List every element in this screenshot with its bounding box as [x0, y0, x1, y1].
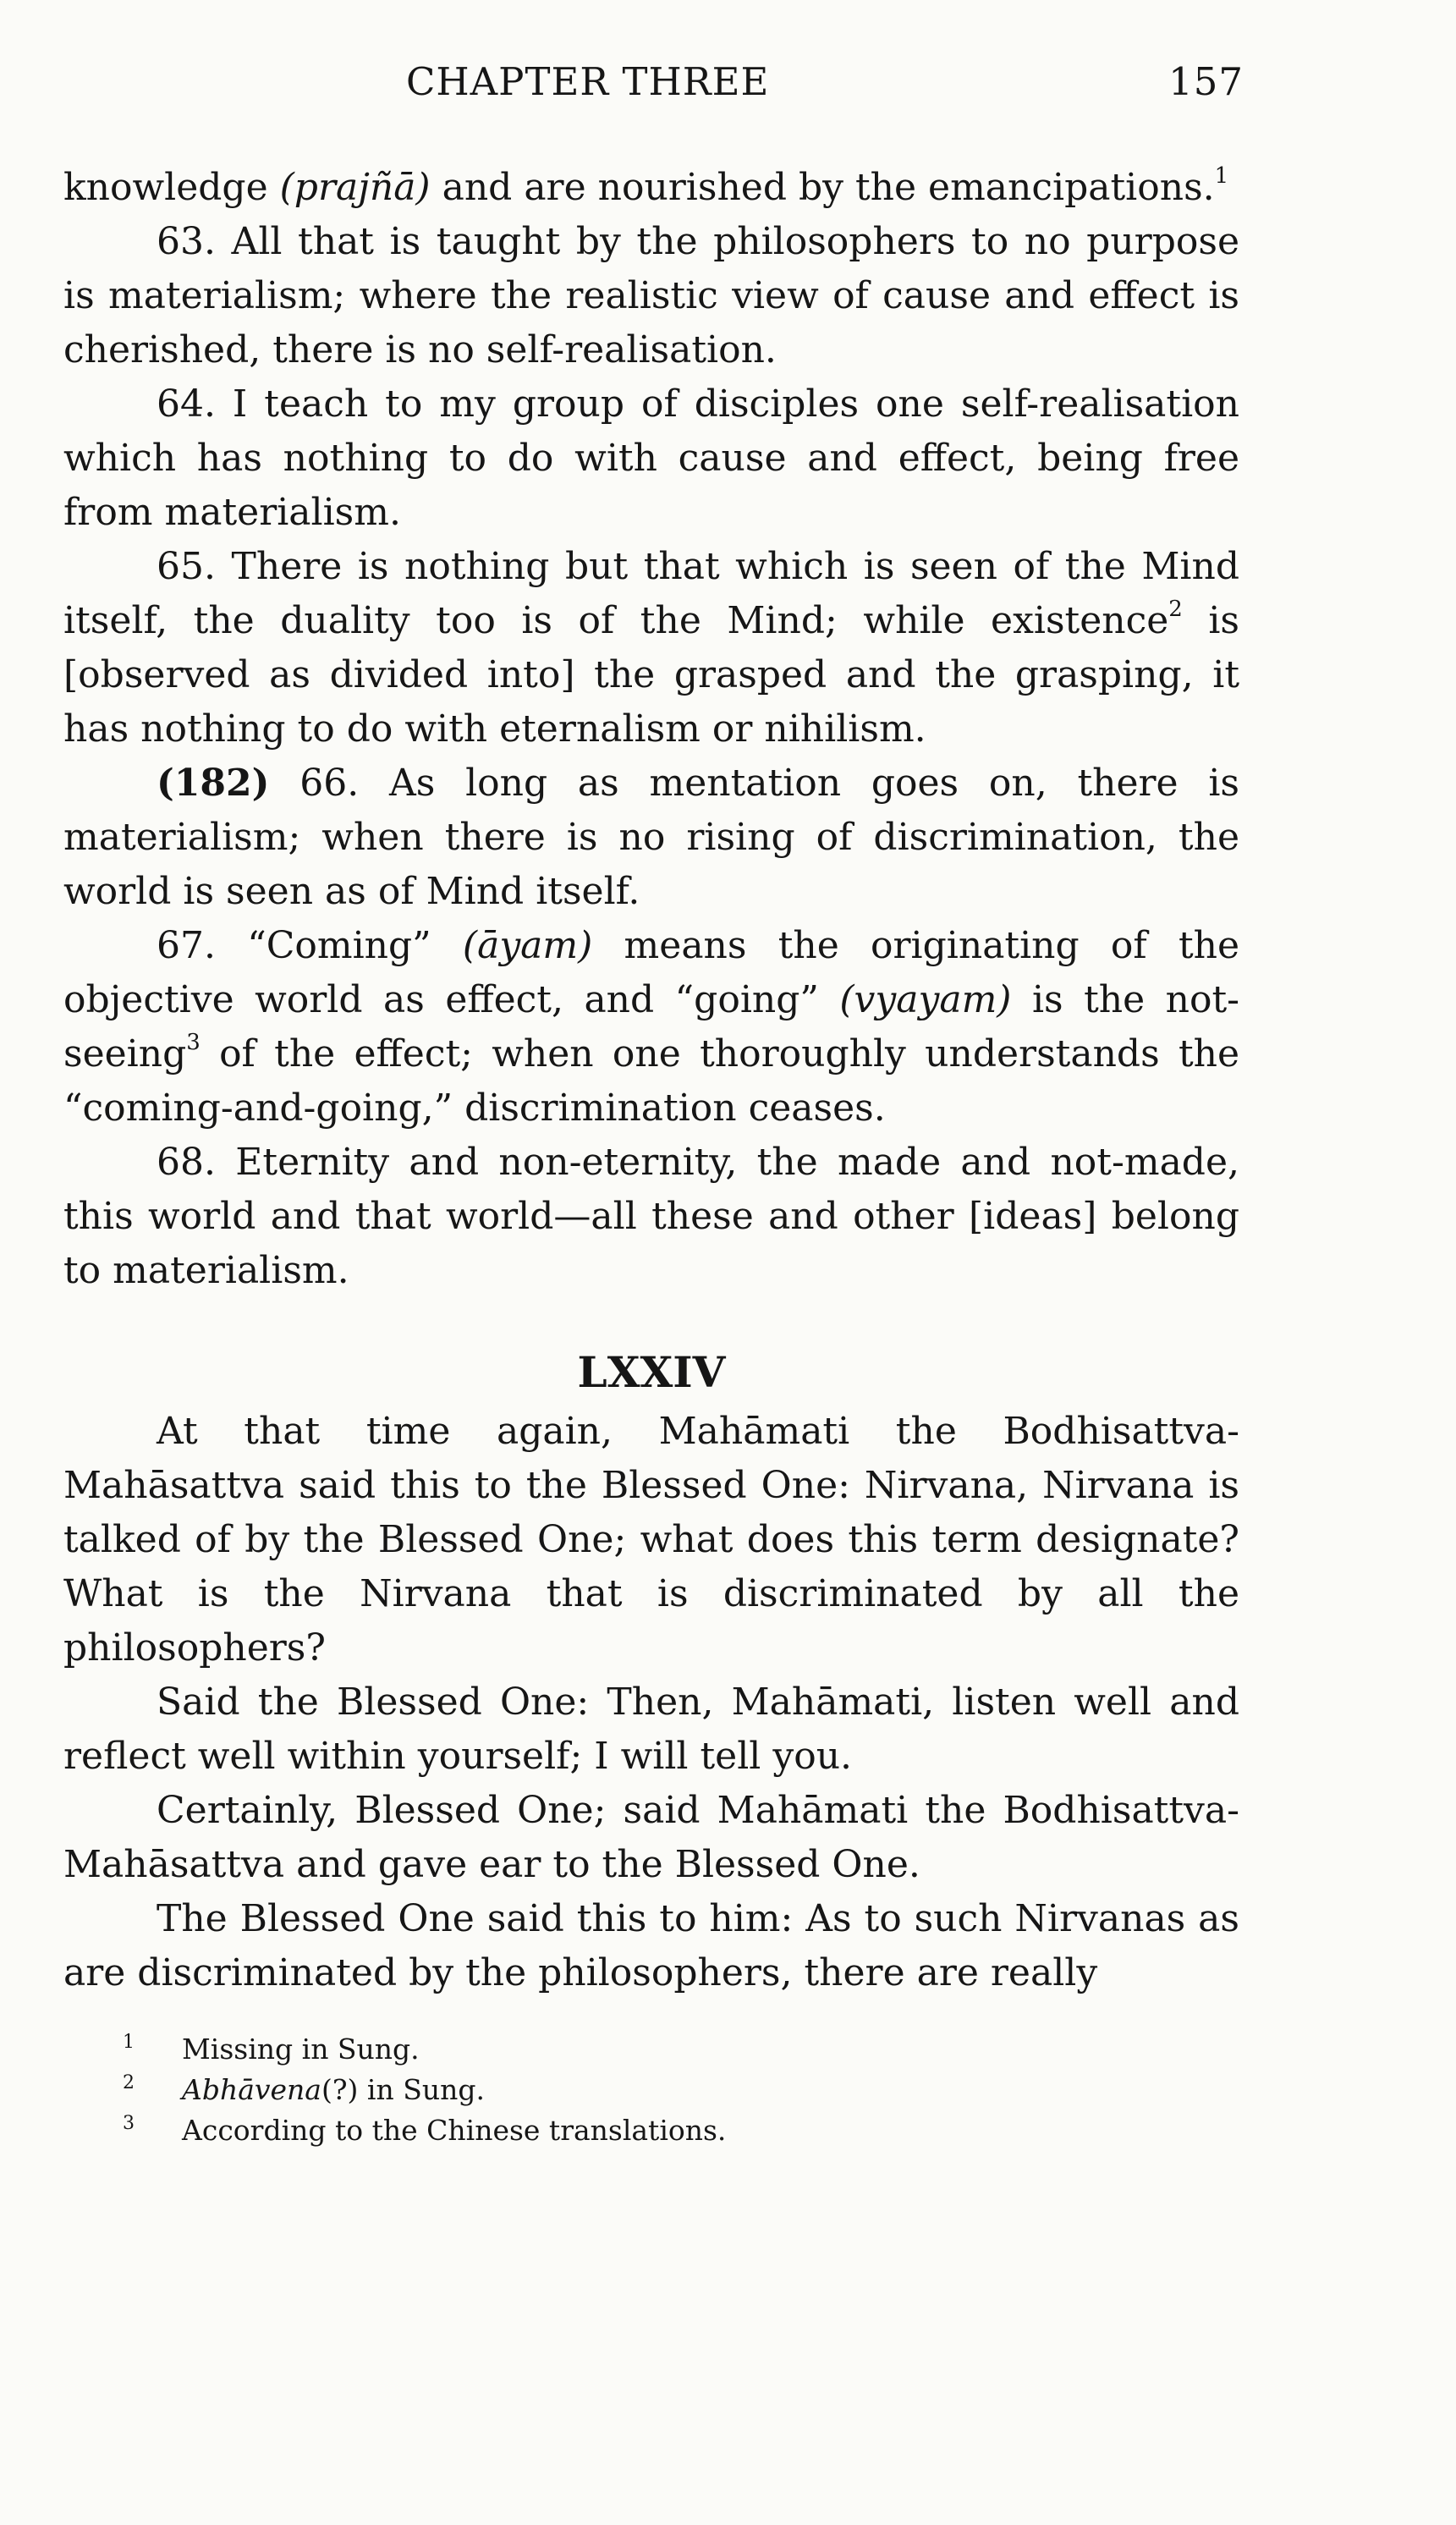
text-run: Said the Blessed One: Then, Mahāmati, listen well and reflect well within yourself; I will tell you. — [63, 1681, 1239, 1778]
paragraph — [63, 1136, 1239, 1298]
paragraph — [63, 1675, 1239, 1784]
text-run: 67. “Coming” — [157, 924, 463, 967]
footnote-marker: 3 — [123, 2113, 135, 2134]
text-run: The Blessed One said this to him: As to such Nirvanas as are discriminated by the philosophers, there are really — [63, 1897, 1239, 1994]
section-heading: LXXIV — [577, 1347, 726, 1397]
text-run: 64. I teach to my group of disciples one self-realisation which has nothing to do with cause and effect, being free from materialism. — [63, 382, 1239, 534]
italic-term: (āyam) — [462, 924, 593, 967]
paragraph — [63, 540, 1239, 756]
bold-marker: (182) — [157, 762, 270, 805]
text-run: (?) in Sung. — [321, 2073, 485, 2106]
prose-block — [63, 1405, 1239, 2000]
text-run: knowledge — [63, 166, 280, 209]
text-run: of the effect; when one thoroughly understands the “coming-and-going,” discrimination ceases. — [63, 1032, 1239, 1130]
paragraph — [63, 161, 1239, 215]
chapter-title: CHAPTER THREE — [406, 59, 770, 104]
paragraph — [63, 756, 1239, 919]
text-run: At that time again, Mahāmati the Bodhisattva-Mahāsattva said this to the Blessed One: Nirvana, Nirvana is talked of by the Blessed One; what does this term designate? What is the Nirvana that is discriminated by all the philosophers? — [63, 1410, 1239, 1670]
paragraph — [63, 1892, 1239, 2000]
footnote-marker: 2 — [123, 2072, 135, 2093]
italic-term: Abhāvena — [182, 2073, 321, 2106]
text-run: is the not-seeing — [63, 978, 1240, 1075]
verses-block — [63, 161, 1239, 1298]
footnote-ref: 1 — [1214, 163, 1229, 189]
italic-term: (vyayam) — [839, 978, 1012, 1021]
footnote-ref: 3 — [186, 1030, 201, 1055]
footnote-marker: 1 — [123, 2032, 135, 2053]
page-number: 157 — [1168, 59, 1244, 104]
footnote — [123, 2029, 1053, 2070]
text-run: is [observed as divided into] the grasped and the grasping, it has nothing to do with eternalism or nihilism. — [63, 599, 1239, 751]
paragraph — [63, 1405, 1239, 1675]
paragraph — [63, 1784, 1239, 1892]
text-run: Missing in Sung. — [182, 2033, 420, 2066]
footnotes — [123, 2029, 1053, 2151]
text-run: According to the Chinese translations. — [182, 2114, 727, 2147]
italic-term: (prajñā) — [279, 166, 431, 209]
footnote-ref: 2 — [1168, 597, 1183, 622]
footnote — [123, 2070, 1053, 2110]
footnote — [123, 2110, 1053, 2151]
page-body — [63, 161, 1239, 2000]
paragraph — [63, 215, 1239, 377]
text-run: 63. All that is taught by the philosophers to no purpose is materialism; where the realistic view of cause and effect is cherished, there is no self-realisation. — [63, 220, 1239, 371]
paragraph — [63, 377, 1239, 540]
text-run: Certainly, Blessed One; said Mahāmati the Bodhisattva-Mahāsattva and gave ear to the Blessed One. — [63, 1789, 1239, 1886]
text-run: 68. Eternity and non-eternity, the made and not-made, this world and that world—all these and other [ideas] belong to materialism. — [63, 1141, 1239, 1292]
text-run: 65. There is nothing but that which is seen of the Mind itself, the duality too is of the Mind; while existence — [63, 545, 1239, 642]
text-run: means the originating of the objective world as effect, and “going” — [63, 924, 1240, 1021]
text-run: 66. As long as mentation goes on, there is materialism; when there is no rising of discrimination, the world is seen as of Mind itself. — [63, 762, 1239, 913]
paragraph — [63, 919, 1239, 1136]
text-run: and are nourished by the emancipations. — [430, 166, 1215, 209]
